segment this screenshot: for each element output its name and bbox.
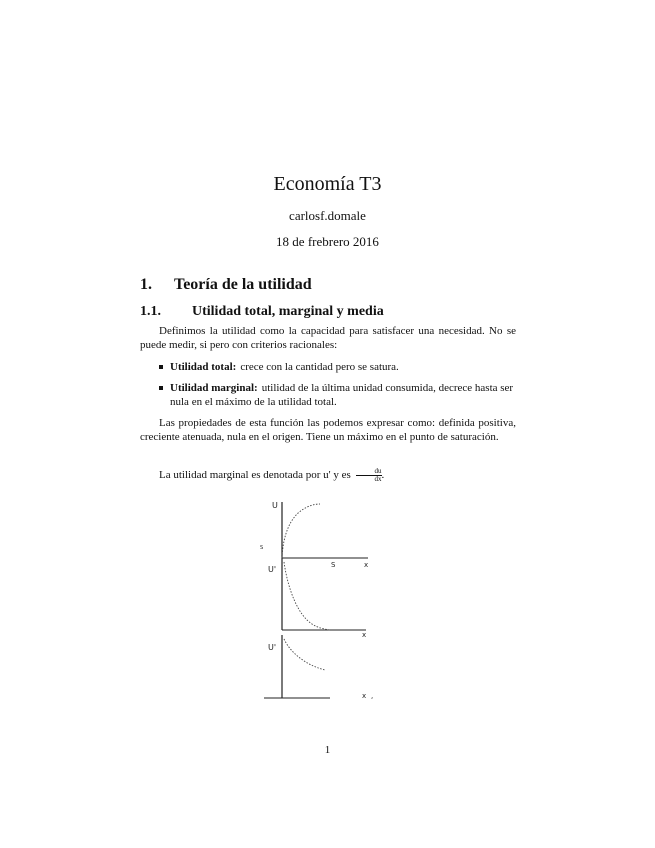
document-author: carlosf.domale bbox=[289, 208, 366, 223]
bullet-item bbox=[159, 360, 517, 374]
bottom-comma-label: , bbox=[371, 692, 374, 700]
bullet-term: Utilidad marginal: bbox=[170, 382, 258, 394]
bullet-item bbox=[159, 381, 517, 409]
utility-figure bbox=[250, 490, 390, 705]
fraction-denominator: dx bbox=[356, 475, 382, 483]
bullet-text: crece con la cantidad pero se satura. bbox=[240, 361, 399, 373]
bottom-x-label: x bbox=[362, 692, 367, 700]
middle-axis-label: U' bbox=[268, 565, 277, 574]
top-x-label: x bbox=[364, 561, 369, 569]
total-utility-curve bbox=[282, 504, 320, 558]
bullet-marker bbox=[159, 365, 163, 369]
top-side-label: S bbox=[260, 545, 264, 551]
sentence-period: . bbox=[381, 469, 385, 482]
marginal-text: La utilidad marginal es denotada por u' y es bbox=[159, 469, 351, 482]
average-utility-curve bbox=[284, 639, 325, 670]
fraction-numerator: du bbox=[374, 467, 382, 475]
subsection-title: Utilidad total, marginal y media bbox=[192, 304, 384, 319]
document-date: 18 de frebrero 2016 bbox=[276, 234, 379, 249]
subsection-number: 1.1. bbox=[140, 304, 161, 319]
bullet-term: Utilidad total: bbox=[170, 361, 237, 373]
paragraph-marginal bbox=[140, 468, 516, 483]
derivative-fraction bbox=[356, 468, 382, 483]
section-title: Teoría de la utilidad bbox=[174, 276, 312, 293]
middle-x-label: x bbox=[362, 631, 367, 639]
bullet-marker bbox=[159, 386, 163, 390]
bullet-text: utilidad de la última unidad consumida, decrece hasta ser nula en el máximo de la utilidad total. bbox=[170, 382, 514, 408]
marginal-utility-curve bbox=[284, 562, 330, 630]
top-s-label: S bbox=[331, 561, 336, 569]
section-heading bbox=[140, 276, 312, 294]
bottom-axis-label: U' bbox=[268, 643, 277, 652]
paragraph-definition: Definimos la utilidad como la capacidad para satisfacer una necesidad. No se puede medir, si pero con criterios racionales: bbox=[140, 325, 516, 351]
section-number: 1. bbox=[140, 276, 152, 293]
paragraph-properties: Las propiedades de esta función las podemos expresar como: definida positiva, creciente atenuada, nula en el origen. Tiene un máximo en el punto de saturación. bbox=[140, 417, 516, 443]
subsection-heading bbox=[140, 304, 384, 320]
document-title: Economía T3 bbox=[273, 173, 382, 195]
page-number: 1 bbox=[324, 744, 331, 756]
top-axis-label: U bbox=[272, 501, 278, 510]
